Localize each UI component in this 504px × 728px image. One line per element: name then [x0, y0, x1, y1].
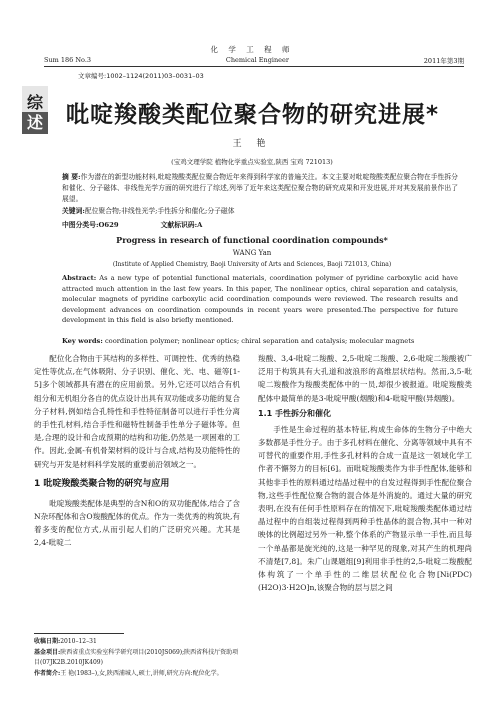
- clc-number: 中图分类号:O629: [62, 221, 119, 229]
- article-number: 文章编号:1002–1124(2011)03–0031–03: [78, 72, 204, 80]
- affiliation-en: (Institute of Applied Chemistry, Baoji University of Arts and Sciences, Baoji 721013, China): [112, 261, 392, 268]
- document-code: 文献标识码:A: [160, 221, 203, 229]
- paper-title-cn: 吡啶羧酸类配位聚合物的研究进展*: [66, 102, 440, 128]
- keywords-en: [62, 336, 458, 347]
- journal-name-en: Chemical Engineer: [225, 56, 289, 64]
- author-bio-text: 王 艳(1983–),女,陕西浦城人,硕士,讲师,研究方向:配位化学。: [60, 669, 223, 677]
- right-column-paragraph: 羧酸、3,4-吡啶二羧酸、2,5-吡啶二羧酸、2,6-吡啶二羧酸被广泛用于构筑具有大孔道和波浪形的高维层状结构。然而,3,5-吡啶二羧酸作为羧酸类配体中的一员,却很少被报道。吡啶羧酸类配体中最简单的是3-吡啶甲酸(烟酸)和4-吡啶甲酸(异烟酸)。: [258, 354, 472, 403]
- keywords-cn-text: 配位聚合物;非线性光学;手性拆分和催化;分子磁体: [84, 207, 235, 215]
- author-bio-label: 作者简介:: [34, 669, 61, 677]
- intro-paragraph: 配位化合物由于其结构的多样性、可调控性、优秀的热稳定性等优点,在气体吸附、分子识别、催化、光、电、磁等[1-5]多个领域都具有潜在的应用前景。另外,它还可以结合有机组分和无机组分各自的优点设计出具有双功能或多功能的复合分子材料,例如结合孔特性和手性特征制备可以进行手性分离的手性孔材料,结合手性和磁特性制备手性单分子磁体等。但是,合理的设计和合成预期的结构和功能,仍然是一项困难的工作。因此,金属-有机骨架材料的设计与合成,结构及功能特性的研究与开发是材料科学发展的重要前沿领域之一。: [34, 354, 240, 469]
- section-1-1-heading: 1.1 手性拆分和催化: [258, 408, 331, 418]
- footnote-fund: [34, 648, 240, 669]
- section-1-paragraph: 吡啶羧酸类配体是典型的含N和O的双功能配体,结合了含N杂环配体和含O羧酸配体的优点。作为一类优秀的构筑块,有着多变的配位方式,从而引起人们的广泛研究兴趣。尤其是2,4-吡啶二: [34, 498, 240, 548]
- keywords-cn-label: 关键词:: [62, 207, 85, 215]
- footnote: [34, 637, 240, 679]
- keywords-en-text: coordination polymer; nonlinear optics; chiral separation and catalysis; molecular magnets: [104, 337, 415, 345]
- fund-text: 陕西省重点实验室科学研究项目(2010JS069);陕西省科技厅资助项目(07JK2B.2010JK409): [34, 648, 239, 666]
- author-en: WANG Yan: [232, 249, 272, 257]
- footnote-rule: [34, 633, 124, 634]
- footnote-author: [34, 669, 240, 680]
- issue-label: 2011年第3期: [423, 57, 464, 65]
- body-column-left: [34, 352, 240, 550]
- abstract-en-label: Abstract:: [62, 274, 97, 282]
- journal-name-cn: 化 学 工 程 师: [210, 45, 294, 54]
- review-tag-char-1: 综: [26, 93, 43, 112]
- review-tag-char-2: 述: [22, 112, 48, 134]
- abstract-cn-label: 摘 要:: [62, 173, 81, 181]
- abstract-en: [62, 273, 458, 326]
- footnote-received: [34, 637, 240, 648]
- author-cn: 王 艳: [232, 139, 272, 149]
- issn-label: Sum 186 No.3: [44, 56, 92, 64]
- abstract-cn: [62, 172, 458, 205]
- section-1-heading: 1 吡啶羧酸类聚合物的研究与应用: [34, 478, 170, 489]
- body-column-right: [258, 352, 472, 594]
- running-header: [44, 56, 464, 65]
- received-date: 2010–12–31: [60, 638, 97, 645]
- header-rule: [44, 66, 464, 67]
- abstract-en-text: As a new type of potential functional materials, coordination polymer of pyridine carboxylic acid have attracted much attention in the last few years. In this paper, The nonlinear optics, chiral separation and catalysis, molecular magnets of pyridine carboxylic acid coordination compounds were reviewed. The research results and development advances on coordination compounds in recent years were presented.The perspective for future development in this field is also briefly mentioned.: [62, 274, 458, 325]
- paper-title-en: Progress in research of functional coordination compounds*: [116, 235, 388, 245]
- keywords-cn: [62, 206, 458, 217]
- classification-row: [62, 219, 458, 229]
- abstract-cn-text: 作为潜在的新型功能材料,吡啶羧酸类配位聚合物近年来得到科学家的普遍关注。本文主要对吡啶羧酸类配位聚合物在手性拆分和催化、分子磁体、非线性光学方面的研究进行了综述,列举了近年来这类配位聚合物的研究成果和开发进展,并对其发展前景作出了展望。: [62, 173, 458, 203]
- fund-label: 基金项目:: [34, 648, 61, 656]
- section-1-1-paragraph: 手性是生命过程的基本特征,构成生命体的生物分子中绝大多数都是手性分子。由于多孔材料在催化、分离等领域中具有不可替代的重要作用,手性多孔材料的合成一直是这一领域化学工作者不懈努力的目标[6]。而吡啶羧酸类作为非手性配体,能够和其他非手性的原料通过结晶过程中的自发过程得到手性配位聚合物,这些手性配位聚合物的混合体是外消旋的。通过大量的研究表明,在没有任何手性原料存在的情况下,吡啶羧酸类配体通过结晶过程中的自组装过程得到两种手性晶体的混合物,其中一种对映体的比例超过另外一种,整个体系的产物显示单一手性,而且每一个单晶都是旋光纯的,这是一种罕见的现象,对其产生的机理尚不清楚[7,8]。朱广山课题组[9]利用非手性的2,5-吡啶二羧酸配体构筑了一个单手性的二维层状配位化合物[Ni(PDC)(H2O)3·H2O]n,该聚合物的层与层之间: [258, 424, 472, 593]
- received-label: 收稿日期:: [34, 638, 61, 645]
- keywords-en-label: Key words:: [62, 337, 103, 345]
- affiliation-cn: (宝鸡文理学院 植物化学重点实验室,陕西 宝鸡 721013): [171, 158, 333, 166]
